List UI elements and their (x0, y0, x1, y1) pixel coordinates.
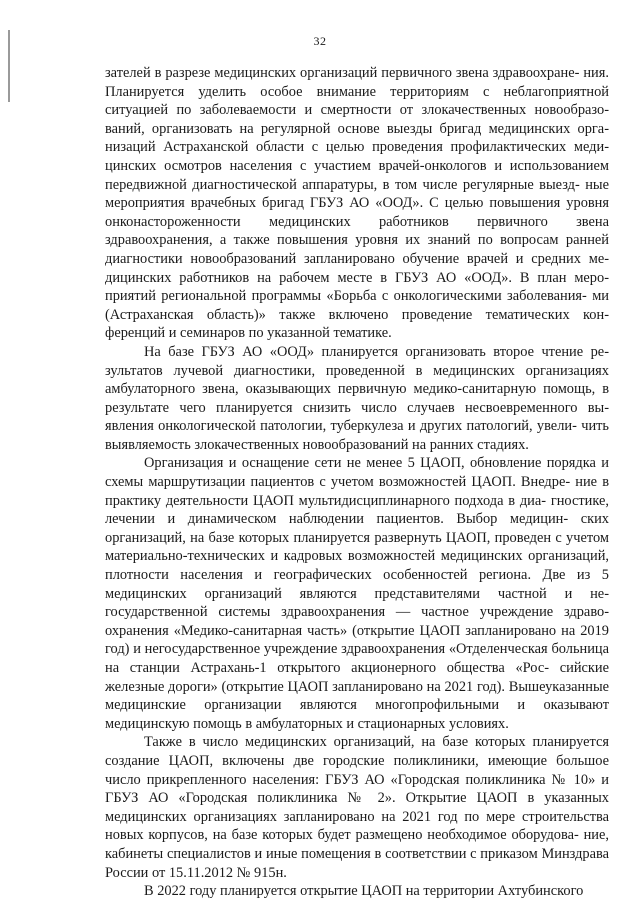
document-body (105, 64, 609, 901)
text-line: явления онкологической патологии, туберкулеза и других патологий, увели- (105, 418, 577, 435)
text-line: Минздрава России от 15.11.2012 № 915н. (105, 845, 609, 881)
text-line: дицинских работников на рабочем месте в ГБУЗ АО «ООД». В план меро- (105, 269, 609, 286)
text-line: Две из 5 медицинских организаций являются представителями частной и не- (105, 567, 609, 602)
text-line: больница на станции Астрахань-1 открытого акционерного общества «Рос- (105, 641, 609, 676)
text-line: новых корпусов, на базе которых будет размещено необходимое оборудова- (105, 827, 579, 844)
text-line: организаций, плотности населения и географических особенностей региона. (105, 548, 609, 584)
page-number: 32 (313, 34, 327, 48)
text-line: Вышеуказанные медицинские организации являются многопрофильными и (105, 678, 609, 714)
text-line: с учетом материально-технических и кадровых возможностей медицинских (105, 529, 609, 565)
text-line: амбулаторного звена, оказывающих первичную медико-санитарную помощь, (105, 381, 596, 398)
text-line: ние, кабинеты специалистов и иные помещения в соответствии с приказом (105, 827, 609, 862)
text-line: сийские железные дороги» (открытие ЦАОП запланировано на 2021 год). (105, 660, 609, 695)
text-line: ференций и семинаров по указанной тематике. (105, 325, 392, 342)
text-line: и ГБУЗ АО «Городская поликлиника № 2». Открытие ЦАОП в указанных (105, 771, 609, 807)
text-line: ния. Планируется уделить особое внимание территориям с неблагоприятной (105, 65, 609, 100)
text-line: охранения «Медико-санитарная часть» (открытие ЦАОП запланировано на (105, 622, 576, 639)
text-line: ваний, организовать на регулярной основе выезды бригад медицинских орга- (105, 120, 609, 137)
text-line: В 2022 году планируется открытие ЦАОП на территории Ахтубинского (144, 883, 584, 900)
paragraph (105, 882, 609, 901)
text-line: низаций Астраханской области с целью проведения профилактических меди- (105, 139, 609, 156)
text-line: ние в практику деятельности ЦАОП мультидисциплинарного подхода в диа- (105, 474, 609, 509)
paragraph (105, 343, 609, 455)
text-line: Также в число медицинских организаций, на базе которых планируется (144, 734, 609, 751)
text-line: ные мероприятия врачебных бригад ГБУЗ АО «ООД». С целью повышения (105, 176, 609, 212)
text-line: ми (Астраханская область)» также включено проведение тематических кон- (105, 288, 609, 323)
text-line: чить выявляемость злокачественных новообразований на ранних стадиях. (105, 418, 609, 453)
text-line: уровня онконастороженности медицинских работников первичного звена (105, 195, 609, 230)
text-line: 2019 год) и негосударственное учреждение здравоохранения «Отделенческая (105, 622, 609, 658)
text-line: Организация и оснащение сети не менее 5 ЦАОП, обновление порядка (144, 455, 596, 472)
text-line: передвижной диагностической аппаратуры, в том числе регулярные выезд- (105, 176, 580, 193)
text-line: цинских осмотров населения с участием врачей-онкологов и использованием (105, 157, 609, 174)
text-line: государственной системы здравоохранения — частное учреждение здраво- (105, 604, 609, 621)
text-line: в результате чего планируется снизить число случаев несвоевременного вы- (105, 381, 609, 416)
text-line: оказывают медицинскую помощь в амбулаторных и стационарных условиях. (105, 697, 609, 732)
text-line: приятий региональной программы «Борьба с онкологическими заболевания- (105, 288, 587, 305)
paragraph (105, 454, 609, 733)
paragraph (105, 733, 609, 882)
text-line: ситуацией по заболеваемости и смертности от злокачественных новообразо- (105, 102, 609, 119)
text-line: зультатов лучевой диагностики, проведенной в медицинских организациях (105, 362, 609, 379)
text-line: ских организаций, на базе которых планируется развернуть ЦАОП, проведен (105, 511, 609, 546)
text-line: медицинских организациях запланировано на 2021 год по мере строительства (105, 808, 609, 825)
text-line: На базе ГБУЗ АО «ООД» планируется организовать второе чтение ре- (144, 343, 609, 360)
text-line: диагностики новообразований запланировано обучение врачей и средних ме- (105, 250, 609, 267)
text-line: число прикрепленного населения: ГБУЗ АО «Городская поликлиника № 10» (105, 771, 596, 788)
paragraph (105, 64, 609, 343)
text-line: создание ЦАОП, включены две городские поликлиники, имеющие большое (105, 752, 609, 769)
text-line: гностике, лечении и динамическом наблюдении пациентов. Выбор медицин- (105, 492, 609, 528)
text-line: и схемы маршрутизации пациентов с учетом возможностей ЦАОП. Внедре- (105, 455, 609, 491)
text-line: зателей в разрезе медицинских организаций первичного звена здравоохране- (105, 65, 580, 81)
text-line: здравоохранения, а также повышения уровня их знаний по вопросам ранней (105, 232, 609, 249)
